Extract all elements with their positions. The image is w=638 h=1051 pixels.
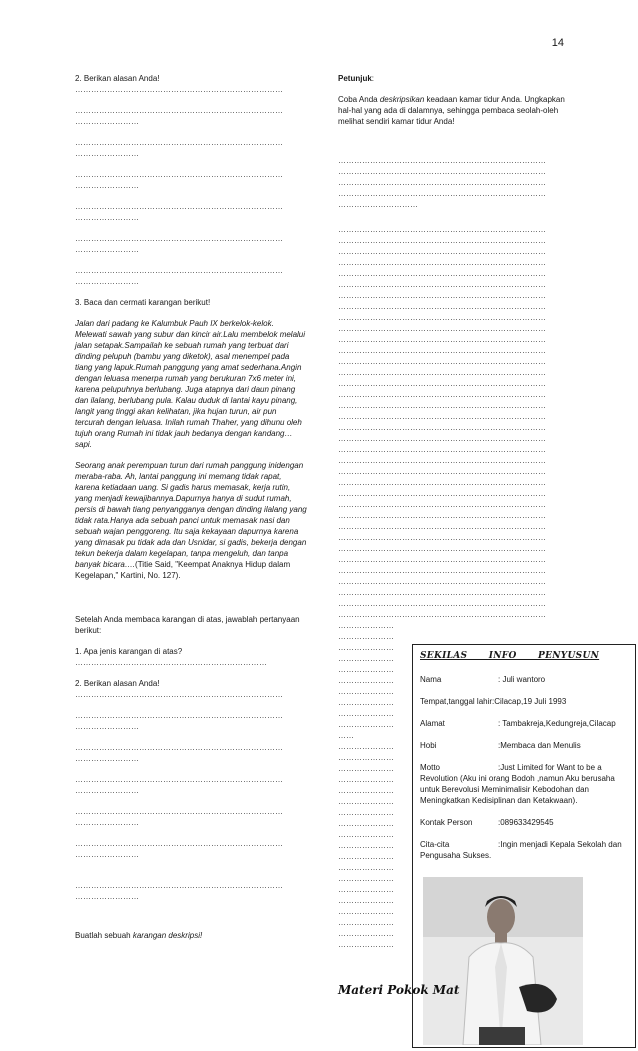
answer-line: …………………………………………………………………… — [338, 566, 546, 575]
answer-line: …………………………………………………………………… — [338, 324, 546, 333]
answer-line: …………………… — [75, 818, 139, 827]
q1-title: 1. Apa jenis karangan di atas? — [75, 647, 183, 656]
q2b-title: 2. Berikan alasan Anda! — [75, 679, 160, 688]
answer-line: …………………………………………………………………… — [75, 839, 283, 848]
answer-line: …………………………………………………………………… — [75, 234, 283, 243]
alamat-label: Alamat — [420, 719, 445, 728]
answer-line: …………………… — [75, 754, 139, 763]
answer-line: …………………………………………………………………… — [338, 178, 546, 187]
passage-paragraph-1: Jalan dari padang ke Kalumbuk Pauh IX berkelok-kelok. Melewati sawah yang subur dan kincir air.Lalu membelok melalui jalan setapak.Sampailah ke sebuah rumah yang terbuat dari dinding pelupuh (bambu yang diketok), asal menempel pada tiang yang lapuk.Rumah panggung yang amat sederhana.Angin dengan leluasa menerpa rumah yang berukuran 7x6 meter ini, karena pelupuhnya berlubang. Juga atapnya dari daun pinang dan ilalang, berlubang pula. Kalau duduk di lantai kayu pinang, langit yang tinggi akan kelihatan, jika hujan turun, air pun tercurah dengan leluasa. Inilah rumah Thaher, yang dihunu oleh tujuh orang Rumah ini tidak jauh bedanya dengan kandang…sapi. — [75, 319, 306, 449]
answer-line: ……………………………………………………………… — [75, 658, 267, 667]
answer-line: …………………………………………………………………… — [338, 189, 546, 198]
cita-value: :Ingin menjadi Kepala Sekolah dan Pengusaha Sukses. — [420, 840, 622, 860]
answer-line: …………………………………………………………………… — [338, 225, 546, 234]
answer-line: …………………………………………………………………… — [338, 511, 546, 520]
passage-paragraph-2-text: Seorang anak perempuan turun dari rumah panggung inidengan meraba-raba. Ah, lantai panggung ini memang tidak rapat, karena ketiadaan uang. Si gadis harus memasak, kerja rutin, yang menjadi kewajibannya.Dapurnya hanya di sudut rumah, persis di bawah tiang penyangganya dengan dinding ilalang yang tidak rata.Hanya ada sebuah panci untuk memasak nasi dan sebuah wajan penggoreng. Itu saja kekayaan dapurnya karena yang dimasak pu tidak ada dan Usnidar, si gadis, bekerja dengan tekun bekerja dalam kegelapan, tanpa mengeluh, dan tanpa banyak bicara…. — [75, 461, 307, 569]
answer-line: …………………………………………………………………… — [338, 555, 546, 564]
answer-line-short: ………………… — [338, 632, 394, 641]
answer-line-short: ………………… — [338, 808, 394, 817]
answer-line: …………………………………………………………………… — [338, 544, 546, 553]
info-motto — [420, 762, 632, 806]
info-hobi — [420, 740, 632, 751]
instruction-b: keadaan kamar tidur Anda. Ungkapkan hal-hal yang ada di dalamnya, sehingga pembaca seolah-oleh melihat sendiri kamar tidur Anda! — [338, 95, 565, 126]
info-alamat — [420, 718, 632, 729]
final-prompt — [75, 930, 307, 941]
motto-value: :Just Limited for Want to be a Revolution (Aku ini orang Bodoh ,namun Aku berusaha untuk Berevolusi Meminimalisir Kebodohan dan Meningkatkan Kedisiplinan dan Ketakwaan). — [420, 763, 615, 805]
answer-line: …………………………………………………………………… — [338, 368, 546, 377]
answer-line: …………………………………………………………………… — [75, 266, 283, 275]
answer-line: ………………………… — [338, 200, 418, 209]
author-photo — [423, 877, 583, 1045]
answer-line: …………………………………………………………………… — [338, 599, 546, 608]
answer-line-short: ………………… — [338, 753, 394, 762]
answer-line: …………………………………………………………………… — [338, 156, 546, 165]
answer-line-short: ………………… — [338, 654, 394, 663]
answer-line: …………………………………………………………………… — [338, 522, 546, 531]
nama-value: : Juli wantoro — [498, 675, 546, 684]
answer-line-short: ………………… — [338, 676, 394, 685]
answer-line: …………………………………………………………………… — [75, 106, 283, 115]
answer-line-short: ………………… — [338, 786, 394, 795]
answer-line: …………………………………………………………………… — [75, 711, 283, 720]
answer-line-short: ………………… — [338, 742, 394, 751]
q3-title: 3. Baca dan cermati karangan berikut! — [75, 298, 211, 307]
answer-line: …………………………………………………………………… — [75, 881, 283, 890]
answer-line-short: ………………… — [338, 874, 394, 883]
answer-line: …………………… — [75, 786, 139, 795]
answer-line: …………………………………………………………………… — [338, 258, 546, 267]
answer-line-short: ………………… — [338, 643, 394, 652]
answer-line-short: ………………… — [338, 863, 394, 872]
answer-line: …………………………………………………………………… — [338, 167, 546, 176]
answer-line: …………………………………………………………………… — [75, 690, 283, 699]
answer-line-short: ………………… — [338, 764, 394, 773]
answer-line-short: ………………… — [338, 918, 394, 927]
answer-line: …………………………………………………………………… — [338, 291, 546, 300]
answer-line: …………………………………………………………………… — [338, 390, 546, 399]
person-photo-icon — [423, 877, 583, 1045]
info-nama — [420, 674, 632, 685]
answer-line: …………………… — [75, 850, 139, 859]
answer-line: …………………………………………………………………… — [338, 313, 546, 322]
answer-line: …………………………………………………………………… — [338, 280, 546, 289]
answer-line: …………………………………………………………………… — [75, 170, 283, 179]
instruction-italic: deskripsikan — [379, 95, 425, 104]
hobi-value: :Membaca dan Menulis — [498, 741, 581, 750]
answer-line: …………………………………………………………………… — [338, 302, 546, 311]
answer-line: …………………………………………………………………… — [338, 533, 546, 542]
answer-line: …………………………………………………………………… — [338, 236, 546, 245]
answer-line: …………………………………………………………………… — [75, 743, 283, 752]
answer-line-short: ………………… — [338, 885, 394, 894]
answer-line-short: ………………… — [338, 830, 394, 839]
answer-line-short: ………………… — [338, 775, 394, 784]
answer-line: …………………………………………………………………… — [75, 202, 283, 211]
cita-label: Cita-cita — [420, 840, 450, 849]
answer-line: …………………………………………………………………… — [338, 489, 546, 498]
alamat-value: : Tambakreja,Kedungreja,Cilacap — [498, 719, 616, 728]
instruction-a: Coba Anda — [338, 95, 380, 104]
answer-line: …………………………………………………………………… — [338, 445, 546, 454]
final-prompt-italic: karangan deskripsi! — [132, 931, 203, 940]
answer-line: …………………………………………………………………… — [338, 456, 546, 465]
passage-paragraph-2 — [75, 460, 307, 581]
motto-label: Motto — [420, 763, 441, 772]
petunjuk-label: Petunjuk — [338, 74, 372, 83]
answer-line: …………………… — [75, 117, 139, 126]
answer-line: …………………………………………………………………… — [338, 412, 546, 421]
answer-line: …………………………………………………………………… — [75, 85, 283, 94]
answer-line: …………………………………………………………………… — [75, 807, 283, 816]
page-number: 14 — [551, 37, 564, 49]
answer-line-short: ………………… — [338, 819, 394, 828]
answer-line-short: ………………… — [338, 621, 394, 630]
answer-line-short: ………………… — [338, 852, 394, 861]
answer-line: …………………………………………………………………… — [338, 610, 546, 619]
answer-line: …………………………………………………………………… — [75, 138, 283, 147]
answer-line-short: ………………… — [338, 797, 394, 806]
answer-line: …………………………………………………………………… — [338, 478, 546, 487]
answer-line-short: …… — [338, 731, 354, 740]
instruction — [338, 94, 568, 127]
answer-line-short: ………………… — [338, 940, 394, 949]
answer-line: …………………… — [75, 722, 139, 731]
nama-label: Nama — [420, 675, 442, 684]
answer-line: …………………… — [75, 245, 139, 254]
answer-line: …………………………………………………………………… — [338, 577, 546, 586]
answer-line: …………………… — [75, 149, 139, 158]
ttl-label: Tempat,tanggal lahir — [420, 697, 493, 706]
footer-script-text: Materi Pokok Mat — [338, 983, 460, 997]
final-prompt-text: Buatlah sebuah — [75, 931, 133, 940]
answer-line: …………………………………………………………………… — [338, 346, 546, 355]
kontak-label: Kontak Person — [420, 818, 473, 827]
answer-line: …………………………………………………………………… — [338, 467, 546, 476]
answer-line: …………………… — [75, 277, 139, 286]
answer-line-short: ………………… — [338, 709, 394, 718]
answer-line: …………………………………………………………………… — [338, 500, 546, 509]
answer-line-short: ………………… — [338, 665, 394, 674]
left-column — [75, 73, 307, 941]
answer-line: …………………………………………………………………… — [338, 588, 546, 597]
petunjuk-line: Petunjuk: — [338, 74, 375, 83]
q2-title: 2. Berikan alasan Anda! — [75, 74, 160, 83]
info-ttl — [420, 696, 632, 707]
answer-line: …………………… — [75, 181, 139, 190]
answer-line: …………………………………………………………………… — [338, 335, 546, 344]
answer-line: …………………………………………………………………… — [338, 401, 546, 410]
info-kontak — [420, 817, 632, 828]
hobi-label: Hobi — [420, 741, 437, 750]
answer-line-short: ………………… — [338, 907, 394, 916]
answer-line: …………………………………………………………………… — [338, 379, 546, 388]
answer-line-short: ………………… — [338, 698, 394, 707]
answer-line: …………………………………………………………………… — [338, 247, 546, 256]
after-read-instruction: Setelah Anda membaca karangan di atas, jawablah pertanyaan berikut: — [75, 615, 300, 635]
answer-line: …………………………………………………………………… — [338, 423, 546, 432]
answer-line: …………………………………………………………………… — [338, 357, 546, 366]
answer-line-short: ………………… — [338, 687, 394, 696]
answer-line: …………………… — [75, 892, 139, 901]
info-cita — [420, 839, 632, 861]
answer-line: …………………………………………………………………… — [338, 434, 546, 443]
info-title: SEKILAS INFO PENYUSUN — [420, 651, 600, 661]
answer-line-short: ………………… — [338, 841, 394, 850]
answer-line-short: ………………… — [338, 896, 394, 905]
citation: (Titie Said, "Keempat Anaknya Hidup dalam Kegelapan," Kartini, No. 127). — [75, 560, 291, 580]
kontak-value: :089633429545 — [498, 818, 554, 827]
answer-line: …………………………………………………………………… — [338, 269, 546, 278]
answer-line: …………………… — [75, 213, 139, 222]
answer-line: …………………………………………………………………… — [75, 775, 283, 784]
answer-line-short: ………………… — [338, 720, 394, 729]
answer-line-short: ………………… — [338, 929, 394, 938]
ttl-value: :Cilacap,19 Juli 1993 — [492, 697, 567, 706]
